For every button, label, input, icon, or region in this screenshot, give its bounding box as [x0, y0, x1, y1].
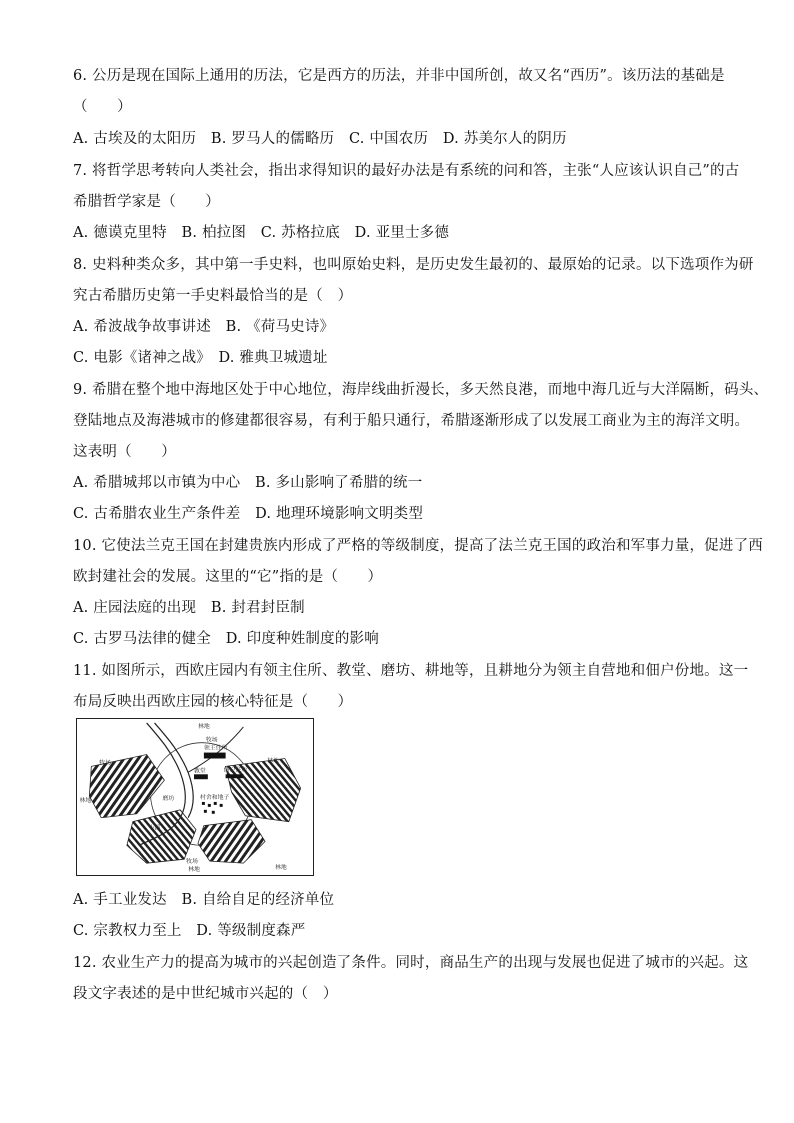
- q9-stem-line-2: 登陆地点及海港城市的修建都很容易，有利于船只通行，希腊逐渐形成了以发展工商业为主的海洋文明。: [73, 413, 750, 429]
- q12-stem-line-1: 12. 农业生产力的提高为城市的兴起创造了条件。同时，商品生产的出现与发展也促进了城市的兴起。这: [73, 955, 749, 971]
- q7-stem-line-1: 7. 将哲学思考转向人类社会，指出求得知识的最好办法是有系统的问和答，主张“人应该认识自己”的古: [73, 163, 740, 179]
- q6-options: A. 古埃及的太阳历 B. 罗马人的儒略历 C. 中国农历 D. 苏美尔人的阴历: [73, 131, 567, 147]
- tenant-house-mark: [226, 774, 244, 778]
- q8-stem-line-2: 究古希腊历史第一手史料最恰当的是（ ）: [73, 288, 353, 304]
- q12-stem-line-2: 段文字表述的是中世纪城市兴起的（ ）: [73, 986, 338, 1002]
- q10-options-1: A. 庄园法庭的出现 B. 封君封臣制: [73, 600, 305, 616]
- lord-house-mark: [204, 753, 226, 759]
- q7-options: A. 德谟克里特 B. 柏拉图 C. 苏格拉底 D. 亚里士多德: [73, 225, 450, 241]
- village-houses: [202, 802, 223, 814]
- q6-stem-line-2: （ ）: [73, 99, 132, 115]
- label-creek: 小溪: [148, 825, 161, 832]
- q11-stem-line-2: 布局反映出西欧庄园的核心特征是（ ）: [73, 694, 353, 710]
- label-pasture-bottom: 牧场: [186, 859, 198, 866]
- q9-stem-line-1: 9. 希腊在整个地中海地区处于中心地位，海岸线曲折漫长，多天然良港，而地中海几近与大洋隔断，码头、: [73, 382, 769, 398]
- label-forest-top: 林地: [197, 723, 210, 730]
- q7-stem-line-2: 希腊哲学家是（ ）: [73, 194, 220, 210]
- label-forest-bottom-2: 林地: [188, 867, 200, 874]
- manor-map: [77, 719, 313, 875]
- q6-stem-line-1: 6. 公历是现在国际上通用的历法，它是西方的历法，并非中国所创，故又名“西历”。该历法的基础是: [73, 68, 725, 84]
- label-pasture-left: 牧场: [99, 760, 112, 767]
- church-mark: [194, 774, 208, 779]
- field-southeast: [198, 820, 265, 863]
- q10-options-2: C. 古罗马法律的健全 D. 印度种姓制度的影响: [73, 631, 379, 647]
- q8-options-1: A. 希波战争故事讲述 B. 《荷马史诗》: [73, 319, 335, 335]
- q9-stem-line-3: 这表明（ ）: [73, 444, 176, 460]
- q8-stem-line-1: 8. 史料种类众多，其中第一手史料，也叫原始史料，是历史发生最初的、最原始的记录。以下选项作为研: [73, 257, 754, 273]
- label-church: 教堂: [194, 768, 206, 775]
- q9-options-2: C. 古希腊农业生产条件差 D. 地理环境影响文明类型: [73, 506, 424, 522]
- label-mill: 磨坊: [162, 795, 175, 802]
- label-pasture-top: 牧场: [205, 737, 218, 744]
- label-lord-house: 领主住所: [203, 745, 228, 752]
- label-tenant-house: 佃户住所: [223, 767, 248, 774]
- q10-stem-line-2: 欧封建社会的发展。这里的“它”指的是（ ）: [73, 569, 383, 585]
- q10-stem-line-1: 10. 它使法兰克王国在封建贵族内形成了严格的等级制度，提高了法兰克王国的政治和军事力量，促进了西: [73, 538, 763, 554]
- q9-options-1: A. 希腊城邦以市镇为中心 B. 多山影响了希腊的统一: [73, 475, 423, 491]
- label-village: 村舍和地子: [199, 794, 230, 801]
- label-forest-right: 林地: [267, 758, 279, 765]
- q11-options-1: A. 手工业发达 B. 自给自足的经济单位: [73, 892, 335, 908]
- manor-map-figure: [76, 718, 314, 876]
- q11-stem-line-1: 11. 如图所示，西欧庄园内有领主住所、教堂、磨坊、耕地等，且耕地分为领主自营地和佃户份地。这一: [73, 663, 749, 679]
- q8-options-2: C. 电影《诸神之战》 D. 雅典卫城遗址: [73, 350, 328, 366]
- label-forest-bottom: 林地: [274, 865, 287, 872]
- label-forest-left: 林地: [79, 797, 92, 804]
- q11-options-2: C. 宗教权力至上 D. 等级制度森严: [73, 923, 306, 939]
